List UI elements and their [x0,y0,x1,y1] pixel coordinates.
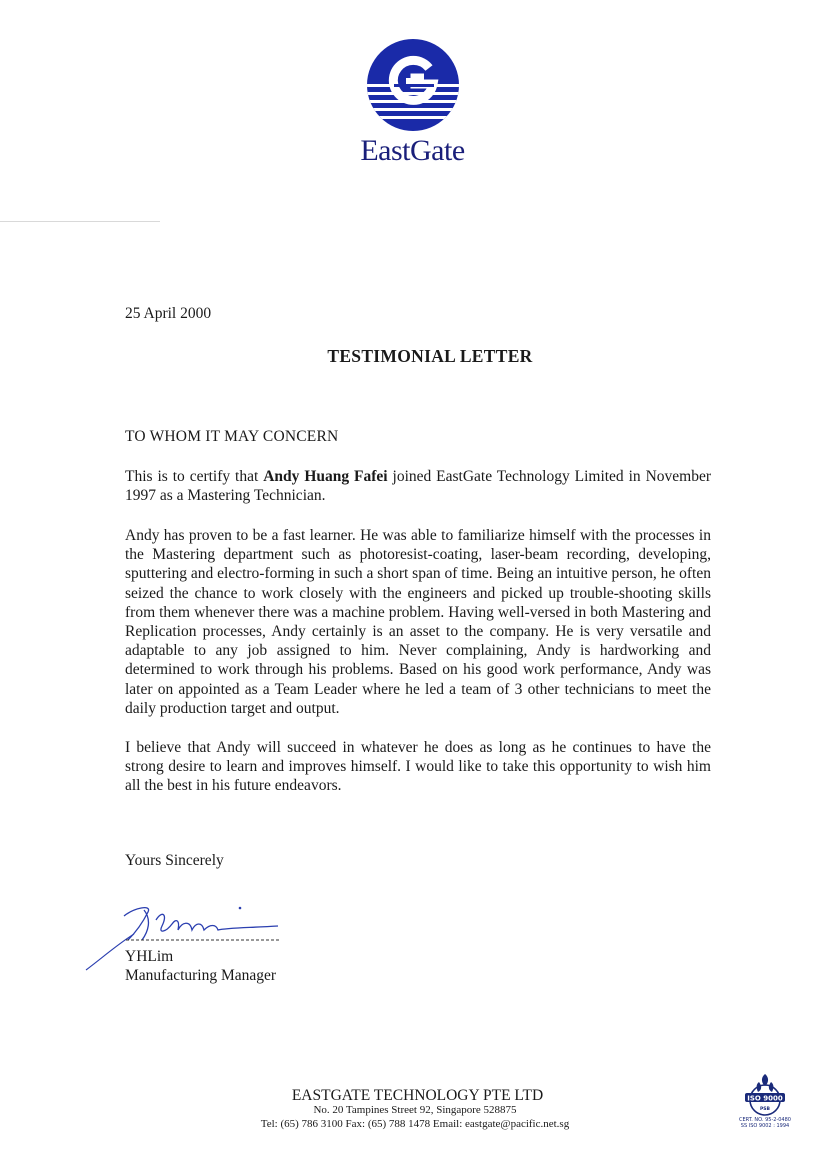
iso-cert-text [732,1117,798,1129]
company-wordmark: EastGate [360,134,465,167]
letter-title: TESTIMONIAL LETTER [327,346,533,366]
salutation: TO WHOM IT MAY CONCERN [125,428,339,445]
footer-company-name: EASTGATE TECHNOLOGY PTE LTD [291,1087,544,1104]
iso-certification-icon [732,1072,798,1116]
iso-badge-label: ISO 9000 [747,1094,783,1103]
paragraph-closing-wish: I believe that Andy will succeed in whatever he does as long as he continues to have the strong desire to learn and improves himself. I would like to take this opportunity to wish him all the best in his future endeavors. [125,739,711,795]
handwritten-signature [82,890,292,972]
signer-name: YHLim [125,948,174,965]
eastgate-logo-icon [366,38,460,132]
iso-cert-line-2: SS ISO 9002 : 1994 [740,1123,790,1129]
paragraph-intro-rest: joined EastGate Technology Limited in November 1997 as a Mastering Technician. [125,468,711,505]
fold-mark [0,221,160,222]
footer-address: No. 20 Tampines Street 92, Singapore 528875 [313,1104,517,1116]
iso-badge-org: PSB [760,1107,770,1112]
paragraph-intro [125,467,711,505]
paragraph-intro-lead: This is to certify that [125,468,264,485]
signer-title: Manufacturing Manager [125,967,277,984]
letter-date: 25 April 2000 [125,305,212,322]
paragraph-performance: Andy has proven to be a fast learner. He was able to familiarize himself with the processes in the Mastering department such as photoresist-coating, laser-beam recording, developing, sputtering and electro-forming in such a short span of time. Being an intuitive person, he often seized the chance to work closely with the engineers and picked up trouble-shooting skills from them whenever there was a machine problem. Having well-versed in both Mastering and Replication processes, Andy certainly is an asset to the company. He is very versatile and adaptable to any job assigned to him. Never complaining, Andy is hardworking and determined to work through his problems. Based on his good work performance, Andy was later on appointed as a Team Leader where he led a team of 3 other technicians to meet the daily production target and output. [125,527,711,717]
iso-cert-line-1: CERT. NO. 95-2-0480 [739,1117,791,1123]
employee-name: Andy Huang Fafei [263,468,388,485]
closing-phrase: Yours Sincerely [125,852,224,869]
footer-contact: Tel: (65) 786 3100 Fax: (65) 788 1478 Email: eastgate@pacific.net.sg [260,1118,570,1130]
